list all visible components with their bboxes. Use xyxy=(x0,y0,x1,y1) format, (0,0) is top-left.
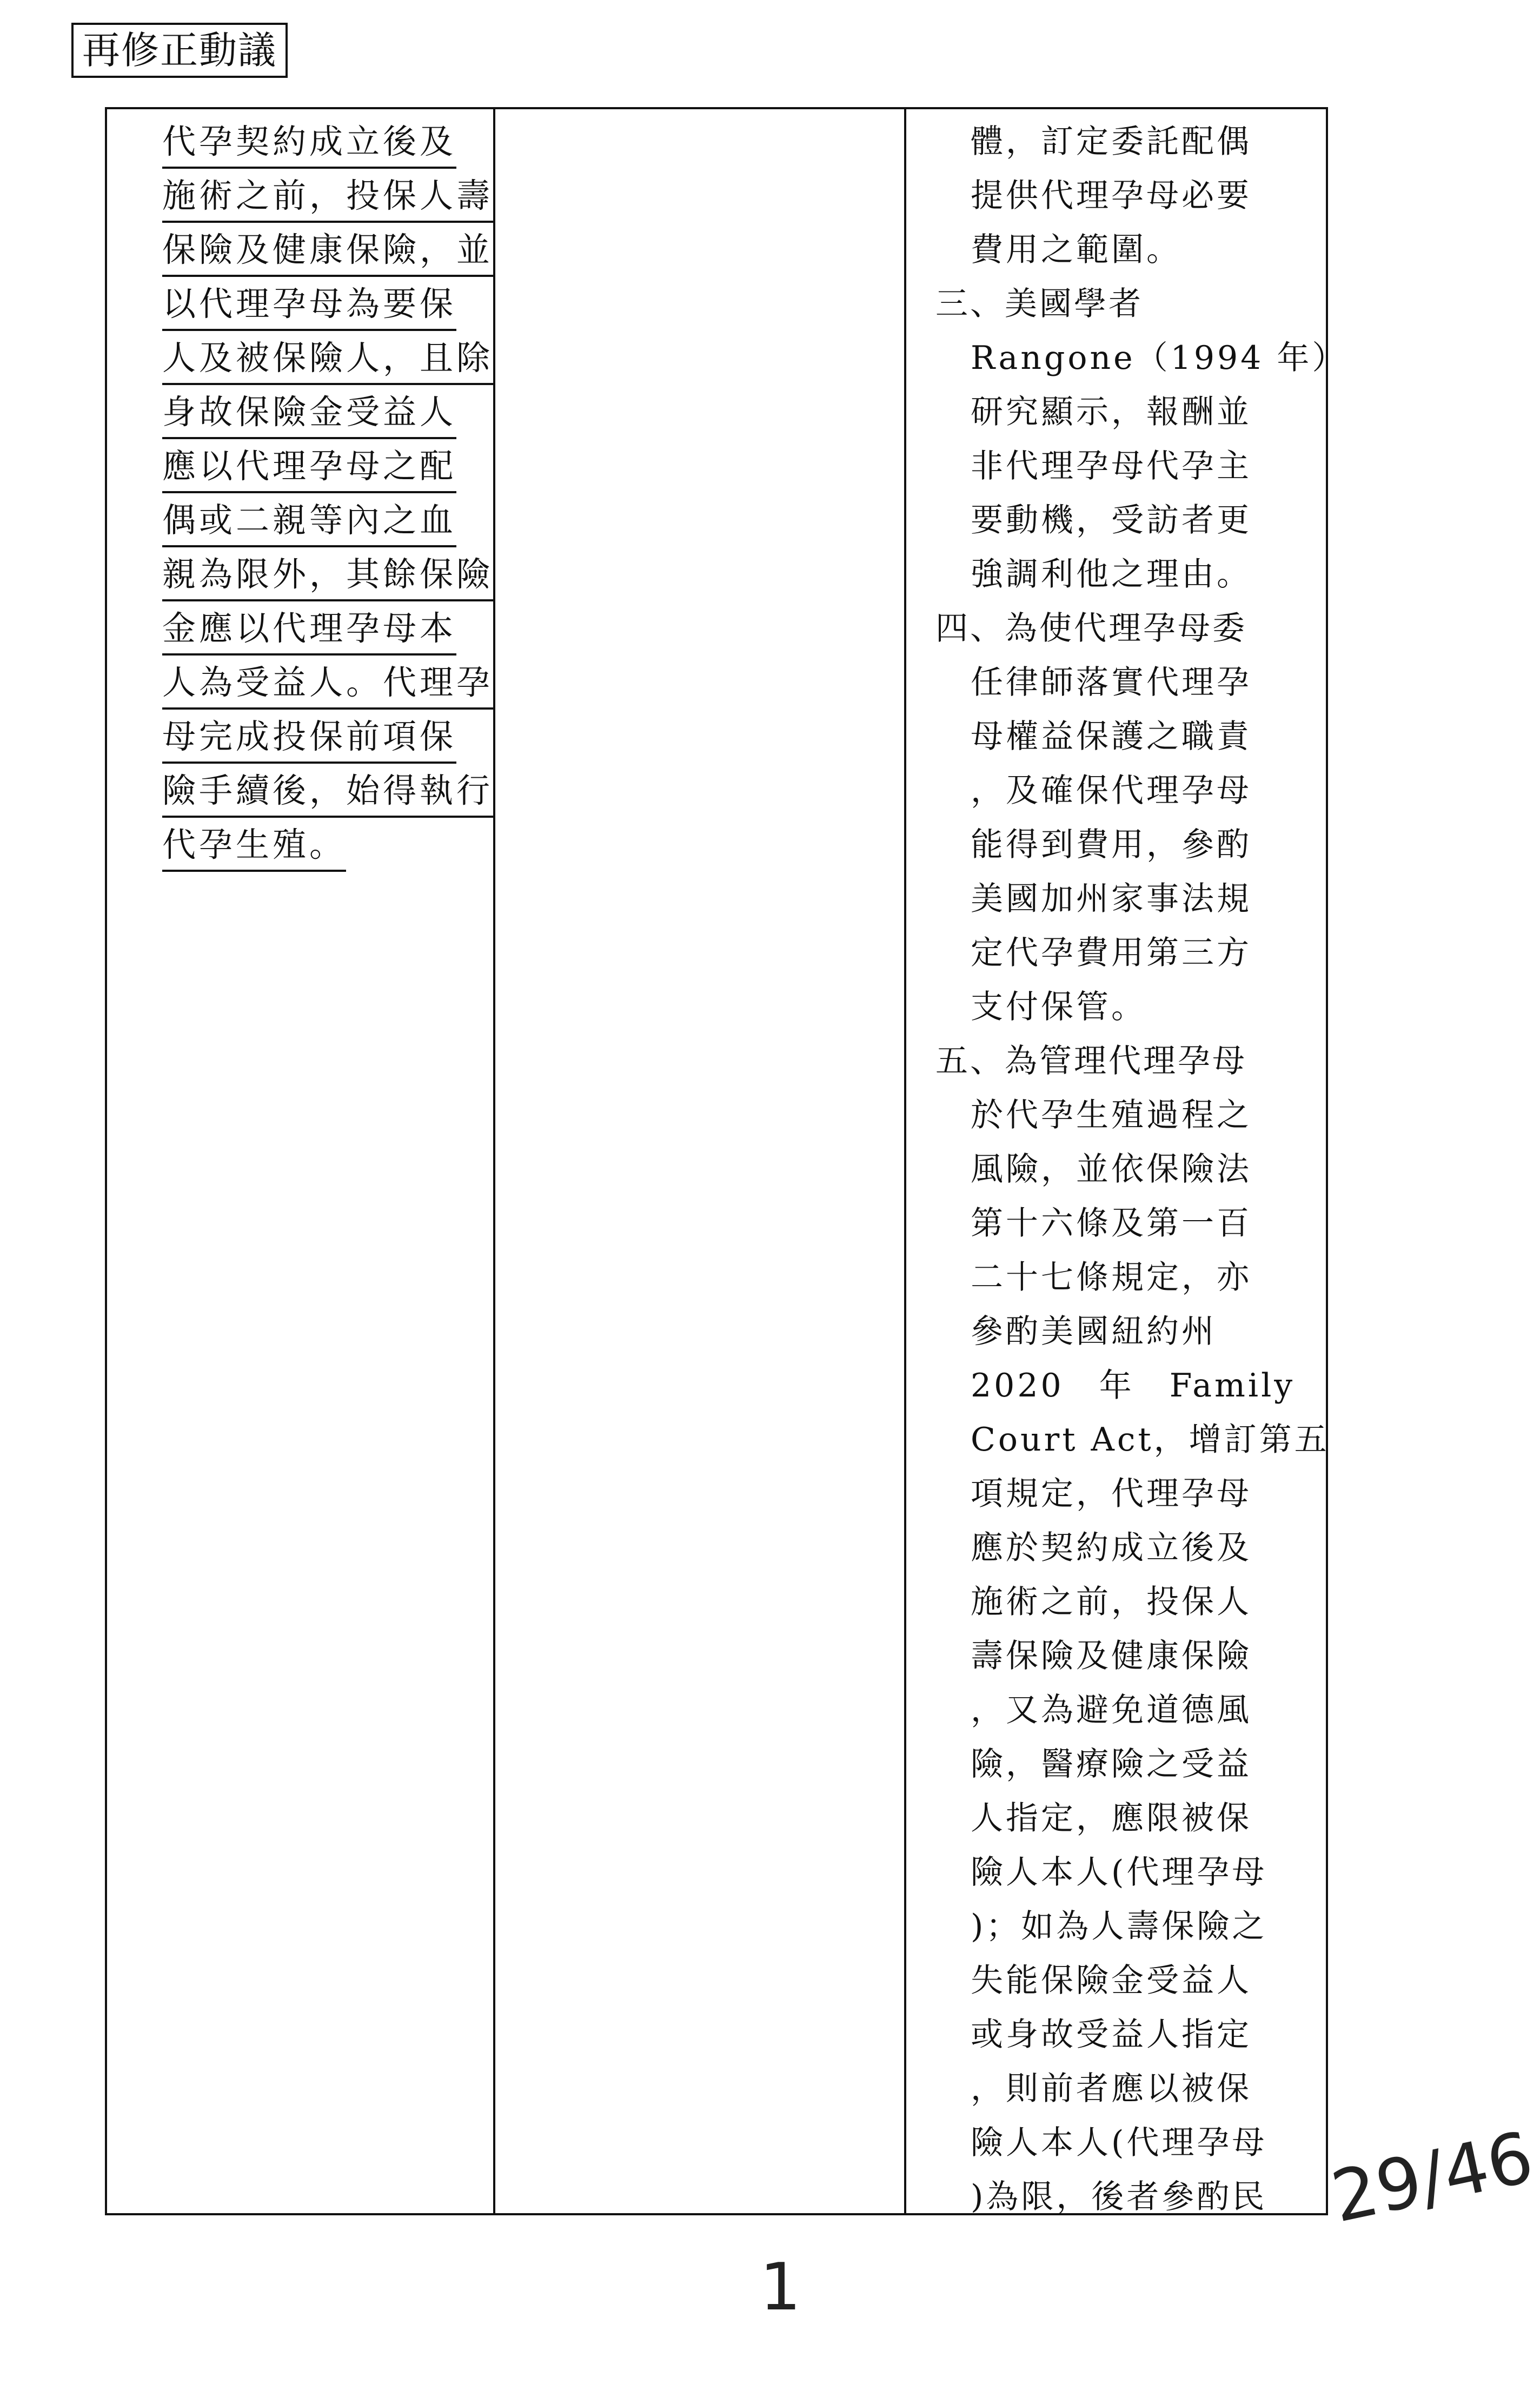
explanation-line: 美國加州家事法規 xyxy=(971,880,1252,918)
explanation-line: 參酌美國紐約州 xyxy=(971,1313,1217,1350)
amended-text-line: 險手續後，始得執行 xyxy=(162,764,493,818)
explanation-line: )；如為人壽保險之 xyxy=(971,1908,1267,1945)
explanation-line: 定代孕費用第三方 xyxy=(971,934,1252,972)
item-heading: 五、為管理代理孕母 xyxy=(935,1042,1247,1080)
explanation-column xyxy=(935,115,1348,2224)
explanation-line: 費用之範圍。 xyxy=(971,231,1181,269)
explanation-line: 2020 年 Family xyxy=(971,1367,1296,1405)
amended-text-line: 偶或二親等內之血 xyxy=(162,493,456,547)
amended-text-line: 應以代理孕母之配 xyxy=(162,439,456,493)
amended-text-line: 代孕生殖。 xyxy=(162,818,346,872)
explanation-line: 研究顯示，報酬並 xyxy=(971,393,1252,431)
column-divider-2 xyxy=(904,107,906,2215)
explanation-line: 非代理孕母代孕主 xyxy=(971,447,1252,485)
explanation-line: 應於契約成立後及 xyxy=(971,1529,1252,1567)
explanation-line: 施術之前，投保人 xyxy=(971,1583,1252,1621)
amended-text-line: 親為限外，其餘保險 xyxy=(162,547,493,601)
explanation-line: 母權益保護之職責 xyxy=(971,718,1252,756)
amended-text-line: 以代理孕母為要保 xyxy=(162,277,456,331)
amended-text-column xyxy=(162,115,494,872)
explanation-line: 項規定，代理孕母 xyxy=(971,1475,1252,1513)
explanation-line: ，則前者應以被保 xyxy=(971,2070,1252,2108)
explanation-line: 任律師落實代理孕 xyxy=(971,664,1252,701)
explanation-line: 於代孕生殖過程之 xyxy=(971,1096,1252,1134)
amended-text-line: 身故保險金受益人 xyxy=(162,385,456,439)
explanation-line: 或身故受益人指定 xyxy=(971,2016,1252,2054)
amended-text-line: 人為受益人。代理孕 xyxy=(162,656,493,710)
document-tag: 再修正動議 xyxy=(71,23,288,78)
item-heading: 三、美國學者 xyxy=(935,285,1143,323)
explanation-line: 能得到費用，參酌 xyxy=(971,826,1252,864)
explanation-line: 提供代理孕母必要 xyxy=(971,177,1252,215)
item-heading: 四、為使代理孕母委 xyxy=(935,610,1247,647)
explanation-line: 險人本人(代理孕母 xyxy=(971,2124,1267,2162)
explanation-line: 風險，並依保險法 xyxy=(971,1150,1252,1188)
column-divider-1 xyxy=(493,107,495,2215)
explanation-line: Court Act，增訂第五 xyxy=(971,1421,1330,1459)
explanation-line: ，及確保代理孕母 xyxy=(971,772,1252,810)
explanation-line: 支付保管。 xyxy=(971,988,1146,1026)
amended-text-line: 母完成投保前項保 xyxy=(162,710,456,764)
explanation-line: 險，醫療險之受益 xyxy=(971,1745,1252,1783)
explanation-line: 體，訂定委託配偶 xyxy=(971,123,1252,161)
amended-text-line: 人及被保險人，且除 xyxy=(162,331,493,385)
amended-text-line: 代孕契約成立後及 xyxy=(162,115,456,169)
explanation-line: 第十六條及第一百 xyxy=(971,1204,1252,1242)
explanation-item-5 xyxy=(935,1034,1330,2224)
explanation-line: 要動機，受訪者更 xyxy=(971,501,1252,539)
explanation-line: )為限，後者參酌民 xyxy=(971,2178,1267,2216)
amended-text-line: 保險及健康保險，並 xyxy=(162,223,493,277)
explanation-line: 二十七條規定，亦 xyxy=(971,1259,1252,1296)
explanation-line: 人指定，應限被保 xyxy=(971,1799,1252,1837)
explanation-line: Rangone（1994 年） xyxy=(971,339,1348,377)
amended-text-line: 施術之前，投保人壽 xyxy=(162,169,493,223)
explanation-item-3 xyxy=(935,277,1348,601)
explanation-line: 險人本人(代理孕母 xyxy=(971,1853,1267,1891)
handwritten-page-count: 29/46 xyxy=(1325,2116,1540,2239)
explanation-line: 壽保險及健康保險 xyxy=(971,1637,1252,1675)
explanation-line: ，又為避免道德風 xyxy=(971,1691,1252,1729)
amended-text-line: 金應以代理孕母本 xyxy=(162,601,456,656)
explanation-line: 強調利他之理由。 xyxy=(971,555,1252,593)
page-mark: 1 xyxy=(760,2250,801,2325)
explanation-line: 失能保險金受益人 xyxy=(971,1962,1252,2000)
explanation-item-4 xyxy=(935,601,1287,1034)
